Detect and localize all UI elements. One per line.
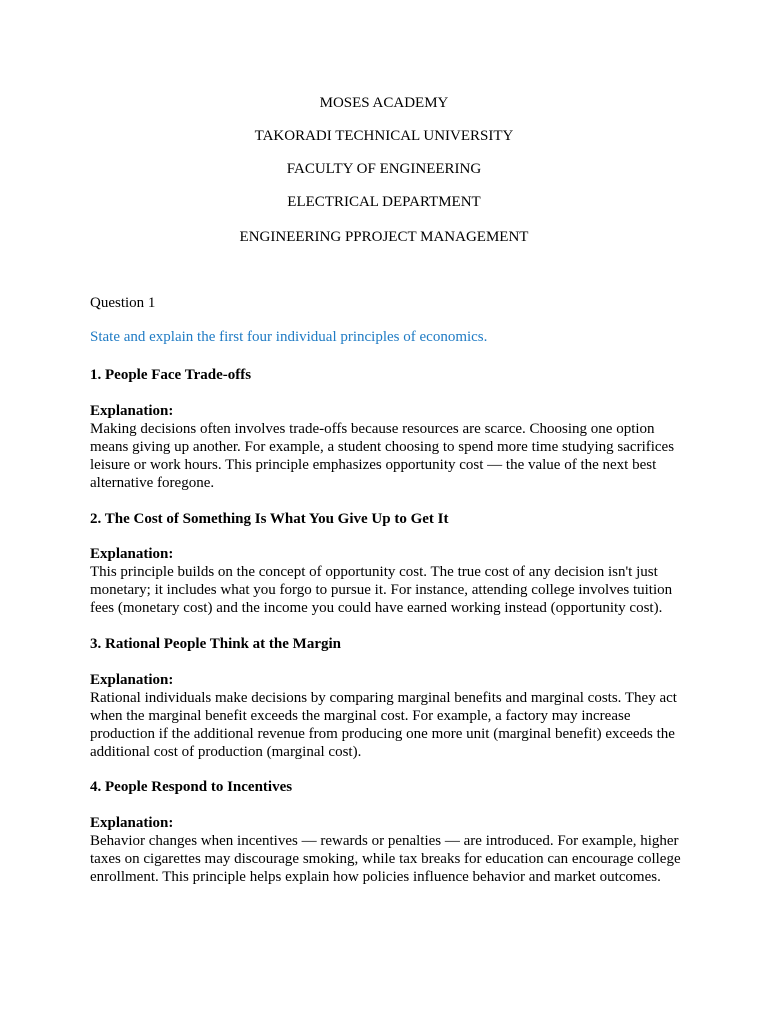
principle-3-heading: 3. Rational People Think at the Margin bbox=[90, 636, 341, 652]
header-line-academy: MOSES ACADEMY bbox=[319, 95, 449, 111]
question-label: Question 1 bbox=[90, 295, 156, 311]
header-line-university: TAKORADI TECHNICAL UNIVERSITY bbox=[254, 128, 514, 144]
principle-2-heading: 2. The Cost of Something Is What You Give Up to Get It bbox=[90, 511, 449, 527]
explanation-text: This principle builds on the concept of opportunity cost. The true cost of any decision isn't just monetary; it includes what you forgo to pursue it. For instance, attending college involves tuition fees (monetary cost) and the income you could have earned working instead (opportunity cost). bbox=[90, 564, 673, 616]
principle-1-heading: 1. People Face Trade-offs bbox=[90, 367, 252, 383]
explanation-label: Explanation: bbox=[90, 546, 174, 562]
explanation-label: Explanation: bbox=[90, 403, 174, 419]
explanation-text: Behavior changes when incentives — rewards or penalties — are introduced. For example, higher taxes on cigarettes may discourage smoking, while tax breaks for education can encourage college enrollment. This principle helps explain how policies influence behavior and market outcomes. bbox=[90, 833, 681, 885]
principle-4-heading: 4. People Respond to Incentives bbox=[90, 779, 293, 795]
explanation-label: Explanation: bbox=[90, 815, 174, 831]
explanation-label: Explanation: bbox=[90, 672, 174, 688]
header-line-faculty: FACULTY OF ENGINEERING bbox=[286, 161, 482, 177]
header-line-department: ELECTRICAL DEPARTMENT bbox=[287, 194, 481, 210]
question-prompt: State and explain the first four individual principles of economics. bbox=[90, 329, 488, 345]
principle-1-explanation bbox=[90, 402, 690, 492]
principle-2-explanation bbox=[90, 545, 690, 617]
explanation-text: Rational individuals make decisions by comparing marginal benefits and marginal costs. They act when the marginal benefit exceeds the marginal cost. For example, a factory may increase production if the additional revenue from producing one more unit (marginal benefit) exceeds the additional cost of production (marginal cost). bbox=[90, 690, 677, 760]
header-line-course: ENGINEERING PPROJECT MANAGEMENT bbox=[239, 229, 529, 245]
principle-3-explanation bbox=[90, 671, 690, 761]
explanation-text: Making decisions often involves trade-offs because resources are scarce. Choosing one option means giving up another. For example, a student choosing to spend more time studying sacrifices leisure or work hours. This principle emphasizes opportunity cost — the value of the next best alternative foregone. bbox=[90, 421, 675, 491]
principle-4-explanation bbox=[90, 814, 690, 886]
